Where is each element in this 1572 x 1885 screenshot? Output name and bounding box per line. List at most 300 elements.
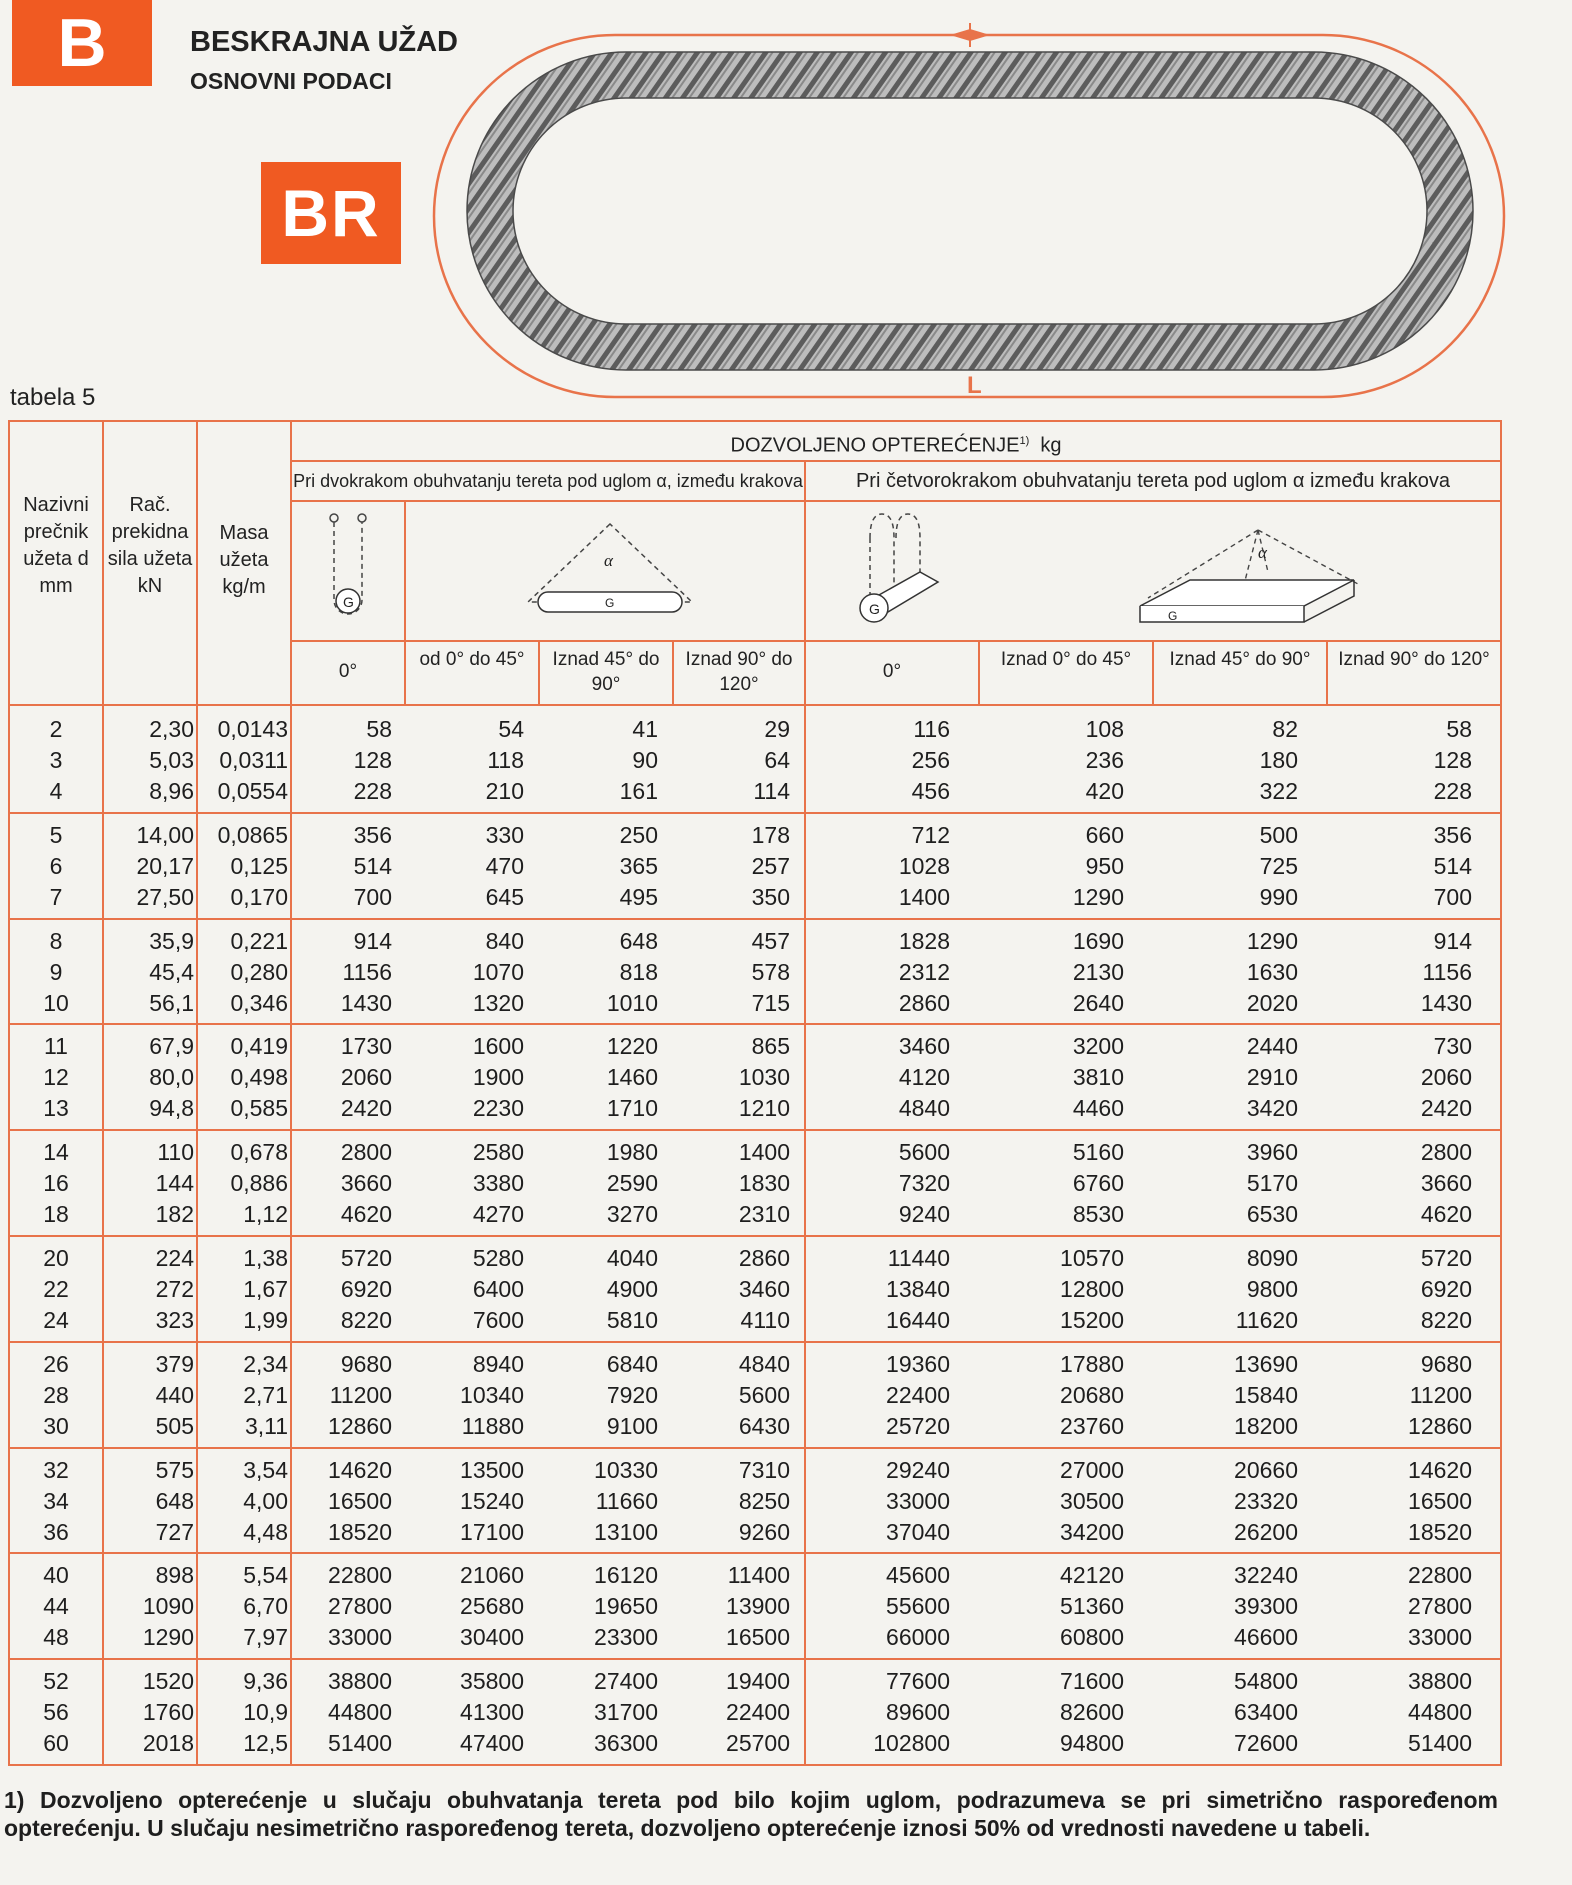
svg-text:α: α — [1258, 543, 1267, 562]
mass-cell: 0,280 — [230, 959, 288, 985]
table-row — [8, 1380, 1502, 1411]
load-four-0-cell: 33000 — [886, 1488, 950, 1514]
load-two-90-120-cell: 13900 — [726, 1593, 790, 1619]
load-two-90-120-cell: 5600 — [738, 1382, 790, 1408]
table-row — [8, 1199, 1502, 1230]
mass-cell: 5,54 — [243, 1562, 288, 1588]
breaking-force-cell: 20,17 — [136, 853, 194, 879]
load-four-0-cell: 3460 — [898, 1033, 950, 1059]
load-two-45-90-cell: 3270 — [606, 1201, 658, 1227]
load-two-0-45-cell: 5280 — [472, 1245, 524, 1271]
load-two-0-45-cell: 645 — [485, 884, 524, 910]
load-four-0-cell: 7320 — [898, 1170, 950, 1196]
page-subtitle: OSNOVNI PODACI — [190, 68, 392, 94]
load-four-0-cell: 22400 — [886, 1382, 950, 1408]
table-row — [8, 1349, 1502, 1380]
load-four-90-120-cell: 4620 — [1420, 1201, 1472, 1227]
breaking-force-cell: 898 — [155, 1562, 194, 1588]
load-four-45-90-cell: 26200 — [1234, 1519, 1298, 1545]
load-two-0-cell: 356 — [353, 822, 392, 848]
breaking-force-cell: 182 — [155, 1201, 194, 1227]
diameter-cell: 22 — [43, 1276, 69, 1302]
table-row — [8, 851, 1502, 882]
load-two-0-45-cell: 1600 — [472, 1033, 524, 1059]
group-divider — [8, 1023, 1502, 1025]
load-two-45-90-cell: 31700 — [594, 1699, 658, 1725]
table-row — [8, 988, 1502, 1019]
load-four-0-45-cell: 5160 — [1072, 1139, 1124, 1165]
load-four-90-120-cell: 38800 — [1408, 1668, 1472, 1694]
load-two-90-120-cell: 865 — [751, 1033, 790, 1059]
load-four-90-120-cell: 2060 — [1420, 1064, 1472, 1090]
load-two-0-45-cell: 210 — [485, 778, 524, 804]
load-two-90-120-cell: 9260 — [738, 1519, 790, 1545]
diameter-cell: 34 — [43, 1488, 69, 1514]
load-four-45-90-cell: 9800 — [1246, 1276, 1298, 1302]
mass-cell: 12,5 — [243, 1730, 288, 1756]
load-two-0-cell: 128 — [353, 747, 392, 773]
load-two-0-cell: 12860 — [328, 1413, 392, 1439]
table-row — [8, 1168, 1502, 1199]
load-two-45-90-cell: 4040 — [606, 1245, 658, 1271]
load-two-90-120-cell: 25700 — [726, 1730, 790, 1756]
two-leg-vertical-icon — [318, 512, 378, 628]
load-four-0-45-cell: 420 — [1085, 778, 1124, 804]
load-two-0-cell: 27800 — [328, 1593, 392, 1619]
load-four-0-45-cell: 71600 — [1060, 1668, 1124, 1694]
load-four-45-90-cell: 5170 — [1246, 1170, 1298, 1196]
section-badge-b: B — [12, 0, 152, 86]
load-four-0-45-cell: 30500 — [1060, 1488, 1124, 1514]
load-four-0-cell: 66000 — [886, 1624, 950, 1650]
load-four-90-120-cell: 9680 — [1420, 1351, 1472, 1377]
load-four-45-90-cell: 180 — [1259, 747, 1298, 773]
table-row — [8, 1666, 1502, 1697]
diameter-cell: 26 — [43, 1351, 69, 1377]
header-two-leg: Pri dvokrakom obuhvatanju tereta pod uglom α, između krakova — [293, 471, 803, 491]
mass-cell: 0,0865 — [217, 822, 288, 848]
mass-cell: 0,585 — [230, 1095, 288, 1121]
load-two-45-90-cell: 250 — [619, 822, 658, 848]
load-four-0-45-cell: 2640 — [1072, 990, 1124, 1016]
load-four-0-cell: 256 — [911, 747, 950, 773]
mass-cell: 1,12 — [243, 1201, 288, 1227]
load-two-45-90-cell: 1980 — [606, 1139, 658, 1165]
load-two-45-90-cell: 11660 — [595, 1488, 658, 1514]
load-two-90-120-cell: 19400 — [726, 1668, 790, 1694]
load-four-0-45-cell: 1690 — [1072, 928, 1124, 954]
table-caption: tabela 5 — [10, 384, 96, 411]
load-two-0-cell: 22800 — [328, 1562, 392, 1588]
angle-label: Iznad 45° do 90° — [1169, 649, 1311, 670]
load-two-0-cell: 6920 — [340, 1276, 392, 1302]
load-four-90-120-cell: 514 — [1433, 853, 1472, 879]
load-two-45-90-cell: 16120 — [594, 1562, 658, 1588]
svg-text:G: G — [869, 601, 880, 617]
load-four-45-90-cell: 8090 — [1246, 1245, 1298, 1271]
angle-label: Iznad 45° do 90° — [552, 649, 660, 695]
mass-cell: 0,498 — [230, 1064, 288, 1090]
diameter-cell: 10 — [43, 990, 69, 1016]
load-two-45-90-cell: 648 — [619, 928, 658, 954]
table-row — [8, 1455, 1502, 1486]
diameter-cell: 11 — [44, 1033, 68, 1059]
load-two-90-120-cell: 7310 — [738, 1457, 790, 1483]
diameter-cell: 44 — [43, 1593, 69, 1619]
four-leg-vertical-icon — [850, 508, 950, 632]
load-four-0-cell: 11440 — [887, 1245, 950, 1271]
mass-cell: 0,125 — [230, 853, 288, 879]
load-two-45-90-cell: 7920 — [606, 1382, 658, 1408]
load-two-0-45-cell: 35800 — [460, 1668, 524, 1694]
mass-cell: 0,221 — [230, 928, 288, 954]
load-four-0-cell: 2312 — [898, 959, 950, 985]
load-two-90-120-cell: 457 — [751, 928, 790, 954]
load-four-45-90-cell: 6530 — [1246, 1201, 1298, 1227]
load-four-90-120-cell: 5720 — [1420, 1245, 1472, 1271]
load-two-0-cell: 11200 — [329, 1382, 392, 1408]
breaking-force-cell: 505 — [155, 1413, 194, 1439]
four-leg-angle-icon — [1128, 524, 1368, 634]
load-four-90-120-cell: 33000 — [1408, 1624, 1472, 1650]
load-four-90-120-cell: 11200 — [1409, 1382, 1472, 1408]
diameter-cell: 13 — [43, 1095, 69, 1121]
load-two-0-45-cell: 1070 — [472, 959, 524, 985]
load-two-90-120-cell: 22400 — [726, 1699, 790, 1725]
diameter-cell: 3 — [49, 747, 63, 773]
table-row — [8, 882, 1502, 913]
load-four-0-45-cell: 82600 — [1060, 1699, 1124, 1725]
load-four-45-90-cell: 13690 — [1234, 1351, 1298, 1377]
svg-text:α: α — [604, 551, 613, 570]
load-two-45-90-cell: 495 — [619, 884, 658, 910]
load-two-0-cell: 51400 — [328, 1730, 392, 1756]
load-four-0-45-cell: 27000 — [1060, 1457, 1124, 1483]
mass-cell: 0,886 — [230, 1170, 288, 1196]
load-four-90-120-cell: 14620 — [1408, 1457, 1472, 1483]
load-two-45-90-cell: 23300 — [594, 1624, 658, 1650]
load-four-90-120-cell: 914 — [1433, 928, 1472, 954]
load-four-0-cell: 16440 — [886, 1307, 950, 1333]
load-two-90-120-cell: 1830 — [738, 1170, 790, 1196]
load-four-0-45-cell: 12800 — [1060, 1276, 1124, 1302]
load-two-0-45-cell: 4270 — [472, 1201, 524, 1227]
load-two-0-45-cell: 470 — [485, 853, 524, 879]
load-two-0-45-cell: 2580 — [472, 1139, 524, 1165]
load-four-45-90-cell: 2440 — [1246, 1033, 1298, 1059]
load-four-90-120-cell: 18520 — [1408, 1519, 1472, 1545]
load-two-0-45-cell: 2230 — [472, 1095, 524, 1121]
load-two-45-90-cell: 2590 — [606, 1170, 658, 1196]
load-table — [8, 420, 1502, 1766]
load-two-45-90-cell: 6840 — [606, 1351, 658, 1377]
load-four-0-cell: 712 — [911, 822, 950, 848]
load-two-90-120-cell: 11400 — [727, 1562, 790, 1588]
mass-cell: 1,67 — [243, 1276, 288, 1302]
header-diameter: Nazivni prečnik užeta d mm — [23, 494, 89, 597]
load-two-0-45-cell: 13500 — [460, 1457, 524, 1483]
load-four-0-cell: 102800 — [873, 1730, 950, 1756]
load-two-0-cell: 18520 — [328, 1519, 392, 1545]
load-four-0-45-cell: 6760 — [1072, 1170, 1124, 1196]
load-two-0-45-cell: 15240 — [460, 1488, 524, 1514]
load-four-0-cell: 4840 — [898, 1095, 950, 1121]
load-two-0-45-cell: 17100 — [460, 1519, 524, 1545]
breaking-force-cell: 45,4 — [149, 959, 194, 985]
load-two-45-90-cell: 13100 — [594, 1519, 658, 1545]
load-two-90-120-cell: 257 — [751, 853, 790, 879]
group-divider — [8, 1129, 1502, 1131]
load-four-45-90-cell: 1290 — [1246, 928, 1298, 954]
load-four-0-45-cell: 60800 — [1060, 1624, 1124, 1650]
load-four-0-45-cell: 3810 — [1072, 1064, 1124, 1090]
load-two-0-cell: 700 — [353, 884, 392, 910]
load-two-45-90-cell: 365 — [619, 853, 658, 879]
load-two-0-cell: 1430 — [340, 990, 392, 1016]
load-two-0-cell: 58 — [366, 716, 392, 742]
load-four-0-45-cell: 3200 — [1072, 1033, 1124, 1059]
load-two-0-cell: 5720 — [340, 1245, 392, 1271]
load-four-45-90-cell: 3420 — [1246, 1095, 1298, 1121]
header-allowed-load: DOZVOLJENO OPTEREĆENJE$^{1)}$ kg — [730, 434, 1062, 457]
mass-cell: 0,0311 — [219, 747, 288, 773]
load-two-90-120-cell: 64 — [764, 747, 790, 773]
group-divider — [8, 812, 1502, 814]
table-row — [8, 776, 1502, 807]
load-two-45-90-cell: 818 — [619, 959, 658, 985]
table-row — [8, 1062, 1502, 1093]
load-four-0-45-cell: 23760 — [1060, 1413, 1124, 1439]
load-four-0-45-cell: 236 — [1085, 747, 1124, 773]
mass-cell: 10,9 — [243, 1699, 288, 1725]
diameter-cell: 40 — [43, 1562, 69, 1588]
load-two-0-45-cell: 11880 — [461, 1413, 524, 1439]
load-four-45-90-cell: 32240 — [1234, 1562, 1298, 1588]
table-row — [8, 1622, 1502, 1653]
load-four-45-90-cell: 72600 — [1234, 1730, 1298, 1756]
diameter-cell: 48 — [43, 1624, 69, 1650]
load-four-90-120-cell: 3660 — [1420, 1170, 1472, 1196]
mass-cell: 9,36 — [243, 1668, 288, 1694]
load-two-0-cell: 3660 — [340, 1170, 392, 1196]
svg-text:G: G — [343, 594, 354, 610]
load-two-0-45-cell: 330 — [485, 822, 524, 848]
load-four-0-cell: 2860 — [898, 990, 950, 1016]
breaking-force-cell: 727 — [155, 1519, 194, 1545]
table-row — [8, 1243, 1502, 1274]
load-four-0-cell: 116 — [913, 716, 950, 742]
breaking-force-cell: 272 — [155, 1276, 194, 1302]
breaking-force-cell: 144 — [155, 1170, 194, 1196]
load-four-0-45-cell: 2130 — [1072, 959, 1124, 985]
load-two-0-45-cell: 21060 — [460, 1562, 524, 1588]
load-four-0-cell: 37040 — [886, 1519, 950, 1545]
diameter-cell: 2 — [49, 716, 63, 742]
mass-cell: 0,346 — [230, 990, 288, 1016]
load-two-90-120-cell: 114 — [753, 778, 790, 804]
load-two-0-cell: 914 — [353, 928, 392, 954]
svg-text:G: G — [605, 596, 615, 610]
load-four-0-cell: 1828 — [898, 928, 950, 954]
breaking-force-cell: 110 — [157, 1139, 194, 1165]
load-two-45-90-cell: 90 — [632, 747, 658, 773]
diameter-cell: 16 — [43, 1170, 69, 1196]
load-two-90-120-cell: 4110 — [740, 1307, 790, 1333]
load-four-0-45-cell: 4460 — [1072, 1095, 1124, 1121]
load-four-45-90-cell: 18200 — [1234, 1413, 1298, 1439]
mass-cell: 0,678 — [230, 1139, 288, 1165]
load-four-0-cell: 5600 — [898, 1139, 950, 1165]
diameter-cell: 28 — [43, 1382, 69, 1408]
load-two-90-120-cell: 3460 — [738, 1276, 790, 1302]
load-two-0-45-cell: 47400 — [460, 1730, 524, 1756]
load-four-0-cell: 45600 — [886, 1562, 950, 1588]
load-four-0-45-cell: 17880 — [1060, 1351, 1124, 1377]
angle-label: Iznad 90° do 120° — [1338, 649, 1490, 670]
load-two-90-120-cell: 2860 — [738, 1245, 790, 1271]
diameter-cell: 24 — [43, 1307, 69, 1333]
breaking-force-cell: 323 — [155, 1307, 194, 1333]
load-four-0-cell: 4120 — [898, 1064, 950, 1090]
load-four-90-120-cell: 8220 — [1420, 1307, 1472, 1333]
table-row — [8, 1411, 1502, 1442]
load-two-0-45-cell: 54 — [498, 716, 524, 742]
load-two-45-90-cell: 1010 — [606, 990, 658, 1016]
group-divider — [8, 1447, 1502, 1449]
breaking-force-cell: 27,50 — [136, 884, 194, 910]
load-two-0-45-cell: 30400 — [460, 1624, 524, 1650]
load-four-90-120-cell: 128 — [1433, 747, 1472, 773]
load-two-0-45-cell: 25680 — [460, 1593, 524, 1619]
mass-cell: 0,419 — [230, 1033, 288, 1059]
header-mass: Masa užeta kg/m — [219, 522, 269, 598]
group-divider — [8, 1235, 1502, 1237]
load-four-45-90-cell: 46600 — [1234, 1624, 1298, 1650]
load-two-90-120-cell: 350 — [751, 884, 790, 910]
load-two-90-120-cell: 178 — [751, 822, 790, 848]
load-four-45-90-cell: 3960 — [1246, 1139, 1298, 1165]
group-divider — [8, 918, 1502, 920]
load-four-0-45-cell: 10570 — [1060, 1245, 1124, 1271]
mass-cell: 0,0143 — [217, 716, 288, 742]
load-four-90-120-cell: 2800 — [1420, 1139, 1472, 1165]
load-two-90-120-cell: 8250 — [738, 1488, 790, 1514]
table-row — [8, 1560, 1502, 1591]
breaking-force-cell: 14,00 — [136, 822, 194, 848]
footnote: 1) Dozvoljeno opterećenje u slučaju obuhvatanja tereta pod bilo kojim uglom, podrazumeva se pri simetrično raspoređenom opterećenju. U slučaju nesimetrično raspoređenog tereta, dozvoljeno opterećenje iznosi 50% od vrednosti navedene u tabeli. — [4, 1787, 1498, 1841]
load-two-90-120-cell: 29 — [764, 716, 790, 742]
load-four-0-cell: 89600 — [886, 1699, 950, 1725]
diameter-cell: 36 — [43, 1519, 69, 1545]
load-four-0-cell: 55600 — [886, 1593, 950, 1619]
mass-cell: 1,38 — [243, 1245, 288, 1271]
angle-label: 0° — [882, 661, 902, 682]
svg-text:G: G — [1168, 609, 1178, 623]
breaking-force-cell: 1290 — [142, 1624, 194, 1650]
diameter-cell: 9 — [49, 959, 63, 985]
table-row — [8, 1305, 1502, 1336]
mass-cell: 0,170 — [230, 884, 288, 910]
load-two-0-cell: 14620 — [328, 1457, 392, 1483]
load-four-45-90-cell: 39300 — [1234, 1593, 1298, 1619]
load-two-45-90-cell: 161 — [619, 778, 658, 804]
breaking-force-cell: 94,8 — [149, 1095, 194, 1121]
table-row — [8, 1697, 1502, 1728]
load-four-0-cell: 25720 — [886, 1413, 950, 1439]
load-four-45-90-cell: 63400 — [1234, 1699, 1298, 1725]
load-two-0-45-cell: 840 — [485, 928, 524, 954]
header-breaking-force: Rač. prekidna sila užeta kN — [107, 494, 193, 597]
breaking-force-cell: 67,9 — [149, 1033, 194, 1059]
two-leg-angle-icon — [520, 518, 700, 622]
load-four-0-45-cell: 20680 — [1060, 1382, 1124, 1408]
breaking-force-cell: 224 — [155, 1245, 194, 1271]
mass-cell: 1,99 — [243, 1307, 288, 1333]
load-two-90-120-cell: 1400 — [738, 1139, 790, 1165]
table-row — [8, 1137, 1502, 1168]
diameter-cell: 8 — [49, 928, 63, 954]
diameter-cell: 60 — [43, 1730, 69, 1756]
load-four-0-45-cell: 950 — [1085, 853, 1124, 879]
load-two-45-90-cell: 1710 — [606, 1095, 658, 1121]
load-four-45-90-cell: 15840 — [1234, 1382, 1298, 1408]
load-two-90-120-cell: 1210 — [738, 1095, 790, 1121]
load-two-45-90-cell: 1460 — [606, 1064, 658, 1090]
mass-cell: 4,48 — [243, 1519, 288, 1545]
angle-label: Iznad 0° do 45° — [1000, 649, 1132, 670]
load-two-0-45-cell: 1320 — [472, 990, 524, 1016]
load-two-0-cell: 228 — [353, 778, 392, 804]
load-two-45-90-cell: 36300 — [594, 1730, 658, 1756]
group-divider — [8, 1341, 1502, 1343]
load-four-90-120-cell: 16500 — [1408, 1488, 1472, 1514]
diameter-cell: 6 — [49, 853, 63, 879]
load-two-0-cell: 2060 — [340, 1064, 392, 1090]
load-two-0-cell: 44800 — [328, 1699, 392, 1725]
load-four-90-120-cell: 22800 — [1408, 1562, 1472, 1588]
load-four-90-120-cell: 356 — [1433, 822, 1472, 848]
load-four-90-120-cell: 44800 — [1408, 1699, 1472, 1725]
diameter-cell: 7 — [49, 884, 63, 910]
diameter-cell: 12 — [43, 1064, 69, 1090]
load-four-90-120-cell: 730 — [1433, 1033, 1472, 1059]
breaking-force-cell: 35,9 — [149, 928, 194, 954]
mass-cell: 4,00 — [243, 1488, 288, 1514]
mass-cell: 2,71 — [243, 1382, 288, 1408]
mass-cell: 6,70 — [243, 1593, 288, 1619]
load-four-90-120-cell: 58 — [1446, 716, 1472, 742]
angle-label: od 0° do 45° — [419, 649, 525, 670]
load-four-0-45-cell: 15200 — [1060, 1307, 1124, 1333]
load-four-0-45-cell: 51360 — [1060, 1593, 1124, 1619]
load-two-45-90-cell: 9100 — [606, 1413, 658, 1439]
load-two-0-cell: 2420 — [340, 1095, 392, 1121]
diameter-cell: 52 — [43, 1668, 69, 1694]
header-four-leg: Pri četvorokrakom obuhvatanju tereta pod uglom α između krakova — [855, 470, 1451, 492]
table-row — [8, 1591, 1502, 1622]
load-two-90-120-cell: 578 — [751, 959, 790, 985]
load-two-90-120-cell: 715 — [751, 990, 790, 1016]
load-two-90-120-cell: 1030 — [738, 1064, 790, 1090]
load-four-90-120-cell: 2420 — [1420, 1095, 1472, 1121]
load-four-45-90-cell: 82 — [1272, 716, 1298, 742]
angle-label: Iznad 90° do 120° — [685, 649, 793, 695]
load-four-90-120-cell: 27800 — [1408, 1593, 1472, 1619]
load-two-0-cell: 9680 — [340, 1351, 392, 1377]
length-label: L — [967, 372, 982, 399]
mass-cell: 3,11 — [244, 1413, 288, 1439]
load-four-0-45-cell: 42120 — [1060, 1562, 1124, 1588]
